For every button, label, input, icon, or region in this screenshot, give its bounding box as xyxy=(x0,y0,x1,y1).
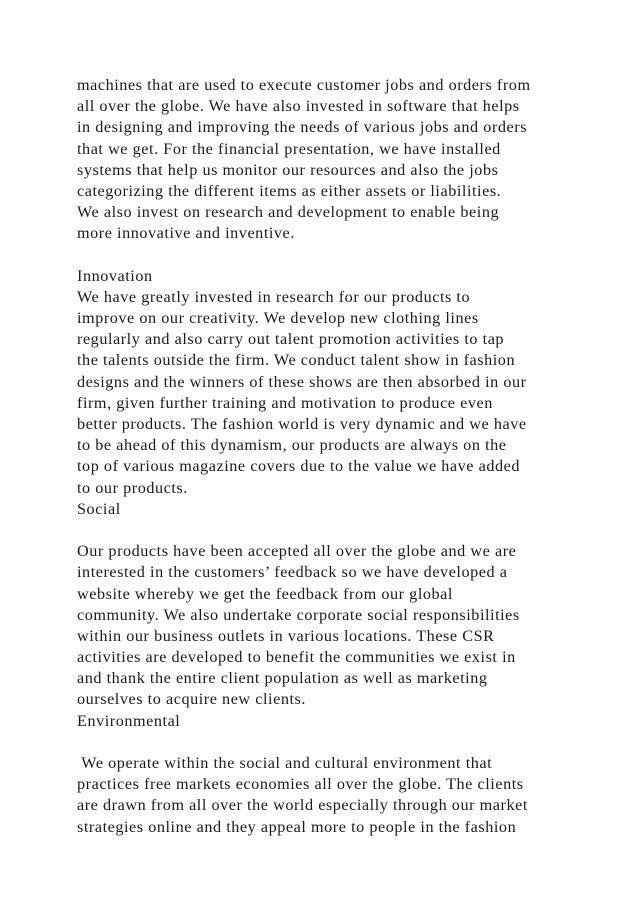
text-line: We operate within the social and cultural environment that xyxy=(77,754,493,772)
text-line: to be ahead of this dynamism, our products are always on the xyxy=(77,436,507,455)
blank-line xyxy=(77,245,577,266)
text-line: Our products have been accepted all over the globe and we are xyxy=(77,542,517,561)
text-line: improve on our creativity. We develop new clothing lines xyxy=(77,309,479,328)
text-line: We have greatly invested in research for our products to xyxy=(77,287,471,306)
text-line: all over the globe. We have also invested in software that helps xyxy=(77,97,520,116)
text-line: activities are developed to benefit the communities we exist in xyxy=(77,648,516,667)
section-heading-innovation: Innovation xyxy=(77,266,153,285)
text-line: categorizing the different items as either assets or liabilities. xyxy=(77,181,502,200)
text-line: top of various magazine covers due to the value we have added xyxy=(77,457,521,476)
section-heading-environmental: Environmental xyxy=(77,711,181,730)
text-line: better products. The fashion world is very dynamic and we have xyxy=(77,415,527,433)
text-line: website whereby we get the feedback from our global xyxy=(77,584,453,603)
blank-line xyxy=(77,520,577,541)
text-line: that we get. For the financial presentation, we have installed xyxy=(77,139,501,158)
text-line: designs and the winners of these shows are then absorbed in our xyxy=(77,372,527,391)
text-line: to our products. xyxy=(77,478,188,497)
text-line: in designing and improving the needs of various jobs and orders xyxy=(77,118,528,137)
blank-line xyxy=(77,732,577,753)
text-line: interested in the customers’ feedback so we have developed a xyxy=(77,563,508,582)
text-line: strategies online and they appeal more to people in the fashion xyxy=(77,817,517,836)
text-line: more innovative and inventive. xyxy=(77,224,295,243)
text-line: and thank the entire client population as well as marketing xyxy=(77,669,488,688)
text-line: systems that help us monitor our resources and also the jobs xyxy=(77,160,499,179)
text-line: are drawn from all over the world especially through our market xyxy=(77,796,528,815)
document-body-text xyxy=(77,75,577,838)
text-line: machines that are used to execute customer jobs and orders from xyxy=(77,76,531,94)
text-line: within our business outlets in various locations. These CSR xyxy=(77,626,495,645)
text-line: firm, given further training and motivation to produce even xyxy=(77,393,493,412)
text-line: practices free markets economies all over the globe. The clients xyxy=(77,775,524,794)
text-line: We also invest on research and development to enable being xyxy=(77,203,500,222)
section-heading-social: Social xyxy=(77,499,121,518)
text-line: regularly and also carry out talent promotion activities to tap xyxy=(77,330,505,349)
text-line: the talents outside the firm. We conduct talent show in fashion xyxy=(77,351,516,370)
text-line: community. We also undertake corporate social responsibilities xyxy=(77,605,520,624)
text-line: ourselves to acquire new clients. xyxy=(77,690,306,709)
